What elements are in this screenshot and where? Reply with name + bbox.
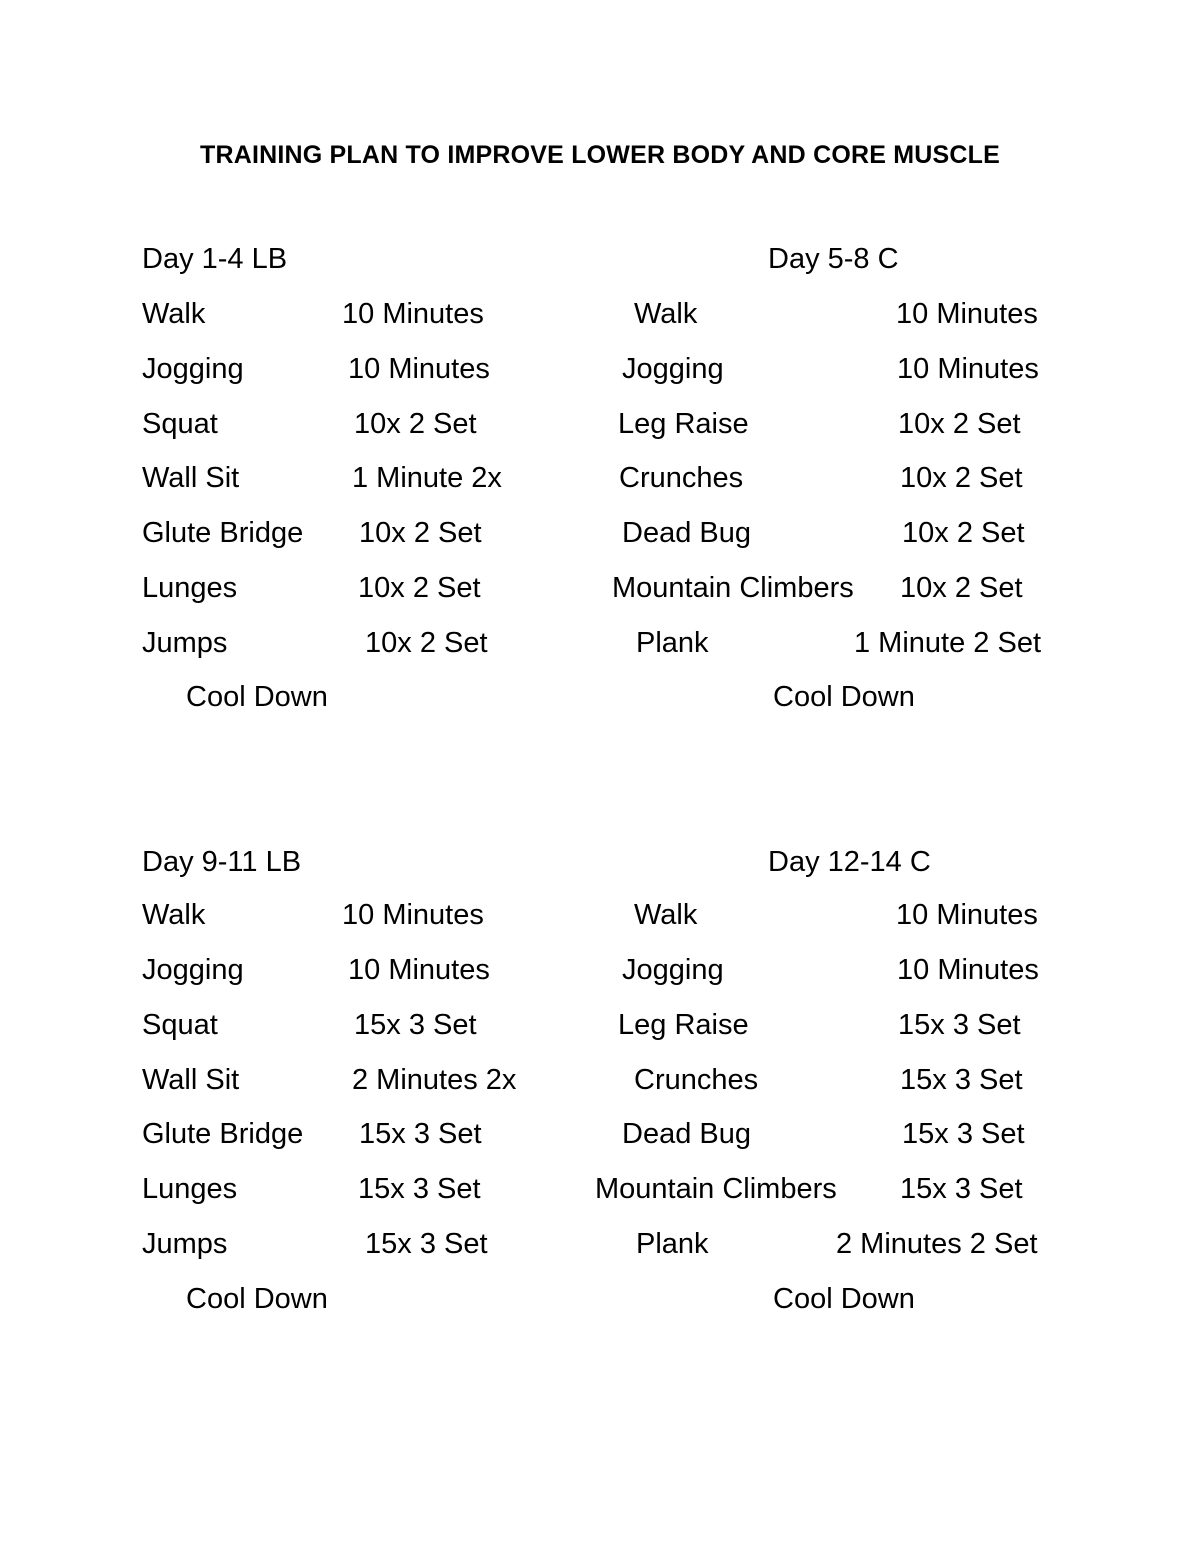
exercise-name: Mountain Climbers [595, 1173, 837, 1205]
exercise-amount: 10 Minutes [348, 954, 490, 986]
exercise-amount: 10 Minutes [896, 298, 1038, 330]
cooldown-label: Cool Down [186, 681, 328, 713]
exercise-name: Walk [142, 298, 206, 330]
exercise-amount: 10x 2 Set [902, 517, 1025, 549]
exercise-name: Wall Sit [142, 1064, 240, 1096]
exercise-name: Plank [636, 627, 709, 659]
exercise-amount: 10 Minutes [342, 899, 484, 931]
exercise-amount: 15x 3 Set [898, 1009, 1021, 1041]
exercise-name: Dead Bug [622, 1118, 751, 1150]
exercise-amount: 10 Minutes [897, 353, 1039, 385]
exercise-amount: 1 Minute 2 Set [854, 627, 1041, 659]
exercise-name: Jogging [622, 954, 724, 986]
exercise-name: Jogging [142, 954, 244, 986]
exercise-amount: 10x 2 Set [900, 572, 1023, 604]
exercise-name: Walk [634, 899, 698, 931]
exercise-name: Lunges [142, 572, 238, 604]
exercise-name: Walk [142, 899, 206, 931]
exercise-amount: 15x 3 Set [358, 1173, 481, 1205]
exercise-amount: 10x 2 Set [365, 627, 488, 659]
exercise-amount: 10 Minutes [348, 353, 490, 385]
exercise-name: Jogging [622, 353, 724, 385]
exercise-amount: 10 Minutes [342, 298, 484, 330]
exercise-name: Leg Raise [618, 1009, 749, 1041]
plan-heading: Day 5-8 C [768, 243, 899, 275]
exercise-amount: 10x 2 Set [898, 408, 1021, 440]
exercise-amount: 15x 3 Set [900, 1064, 1023, 1096]
exercise-amount: 10 Minutes [897, 954, 1039, 986]
exercise-name: Lunges [142, 1173, 238, 1205]
exercise-amount: 10x 2 Set [358, 572, 481, 604]
exercise-name: Squat [142, 1009, 218, 1041]
exercise-amount: 15x 3 Set [900, 1173, 1023, 1205]
exercise-amount: 10x 2 Set [354, 408, 477, 440]
exercise-amount: 15x 3 Set [359, 1118, 482, 1150]
exercise-amount: 10x 2 Set [359, 517, 482, 549]
exercise-name: Glute Bridge [142, 517, 304, 549]
exercise-name: Jumps [142, 627, 228, 659]
cooldown-label: Cool Down [773, 681, 915, 713]
exercise-name: Mountain Climbers [612, 572, 854, 604]
exercise-amount: 15x 3 Set [902, 1118, 1025, 1150]
exercise-amount: 2 Minutes 2 Set [836, 1228, 1038, 1260]
exercise-name: Crunches [619, 462, 744, 494]
exercise-name: Dead Bug [622, 517, 751, 549]
page-title: TRAINING PLAN TO IMPROVE LOWER BODY AND CORE MUSCLE [199, 141, 1001, 169]
plan-heading: Day 1-4 LB [142, 243, 288, 275]
exercise-name: Jogging [142, 353, 244, 385]
plan-heading: Day 9-11 LB [142, 846, 302, 878]
exercise-name: Walk [634, 298, 698, 330]
exercise-name: Jumps [142, 1228, 228, 1260]
cooldown-label: Cool Down [773, 1283, 915, 1315]
exercise-name: Plank [636, 1228, 709, 1260]
exercise-name: Crunches [634, 1064, 759, 1096]
exercise-amount: 15x 3 Set [365, 1228, 488, 1260]
exercise-name: Wall Sit [142, 462, 240, 494]
exercise-amount: 10x 2 Set [900, 462, 1023, 494]
cooldown-label: Cool Down [186, 1283, 328, 1315]
exercise-amount: 15x 3 Set [354, 1009, 477, 1041]
plan-heading: Day 12-14 C [768, 846, 931, 878]
exercise-amount: 2 Minutes 2x [352, 1064, 517, 1096]
exercise-name: Glute Bridge [142, 1118, 304, 1150]
exercise-amount: 10 Minutes [896, 899, 1038, 931]
exercise-amount: 1 Minute 2x [352, 462, 502, 494]
exercise-name: Squat [142, 408, 218, 440]
exercise-name: Leg Raise [618, 408, 749, 440]
